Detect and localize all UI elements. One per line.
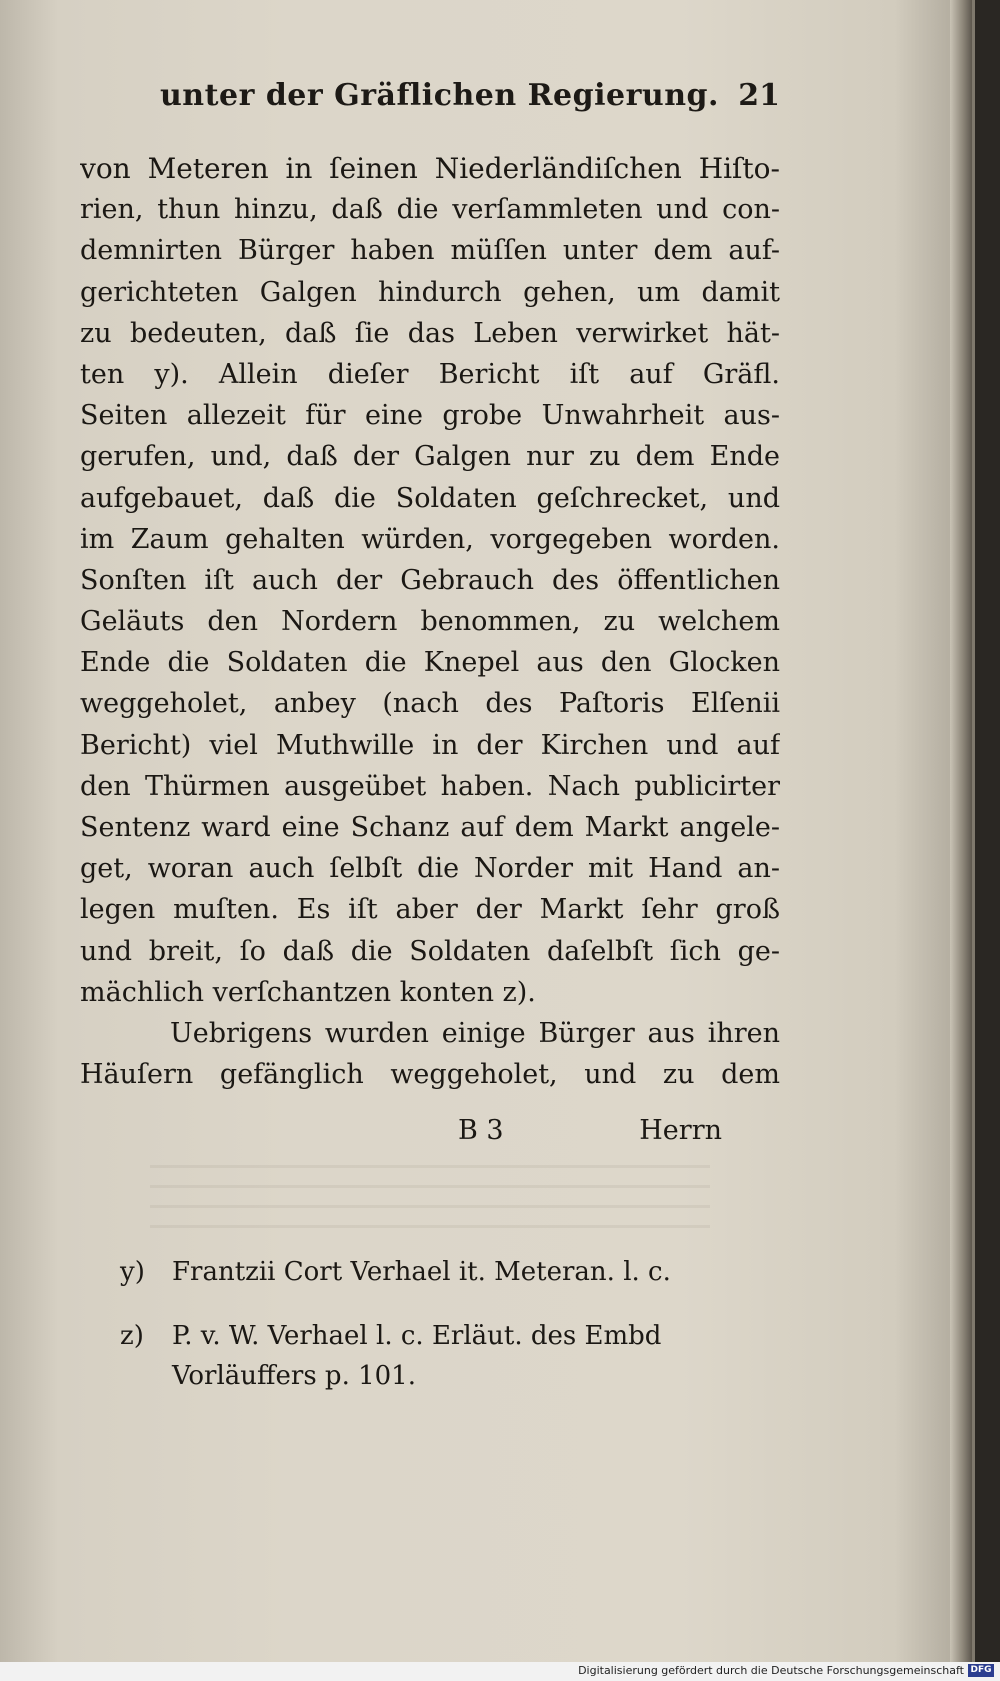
footnotes <box>120 1252 780 1420</box>
text-line: demnirten Bürger haben müſſen unter dem auf- <box>80 235 780 267</box>
footnote-z <box>120 1316 780 1396</box>
text-line: im Zaum gehalten würden, vorgegeben worden. <box>80 523 780 555</box>
text-line: gerufen, und, daß der Galgen nur zu dem Ende <box>80 441 780 473</box>
footnote-mark: z) <box>120 1321 144 1351</box>
text-line: Seiten allezeit für eine grobe Unwahrheit aus- <box>80 400 780 432</box>
text-line: Sonſten iſt auch der Gebrauch des öffentlichen <box>80 564 780 596</box>
page-header <box>160 78 780 128</box>
footnote-line: Vorläuffers p. 101. <box>172 1361 416 1391</box>
page-number: 21 <box>738 78 780 113</box>
text-line: Häuſern gefänglich weggeholet, und zu dem <box>80 1059 780 1091</box>
footnote-text <box>120 1316 780 1396</box>
text-line: und breit, ſo daß die Soldaten daſelbſt ſich ge- <box>80 935 780 967</box>
text-line: Ende die Soldaten die Knepel aus den Glocken <box>80 647 780 679</box>
text-line: weggeholet, anbey (nach des Paſtoris Elſenii <box>80 688 780 720</box>
text-line: legen muſten. Es iſt aber der Markt ſehr groß <box>80 894 780 926</box>
footnote-mark: y) <box>120 1257 145 1287</box>
catchline <box>80 1115 780 1157</box>
running-head: unter der Gräflichen Regierung. <box>160 78 719 113</box>
text-line: Geläuts den Nordern benommen, zu welchem <box>80 606 780 638</box>
text-line: gerichteten Galgen hindurch gehen, um damit <box>80 276 780 308</box>
text-line: zu bedeuten, daß ſie das Leben verwirket hät- <box>80 317 780 349</box>
text-line: den Thürmen ausgeübet haben. Nach publicirter <box>80 770 780 802</box>
page-edge <box>950 0 972 1662</box>
funding-credit: Digitalisierung gefördert durch die Deutsche Forschungsgemeinschaft <box>578 1664 964 1677</box>
dfg-logo: DFG <box>968 1664 994 1677</box>
text-line: mächlich verſchantzen konten z). <box>80 976 536 1008</box>
text-line: von Meteren in ſeinen Niederländiſchen Hiſto- <box>80 152 780 185</box>
footnote-y <box>120 1252 780 1292</box>
text-line: rien, thun hinzu, daß die verſammleten und con- <box>80 194 780 226</box>
body-text <box>80 148 780 1095</box>
text-line: Bericht) viel Muthwille in der Kirchen und auf <box>80 729 780 761</box>
signature-mark: B 3 <box>458 1115 504 1146</box>
text-line: aufgebauet, daß die Soldaten geſchrecket, und <box>80 482 780 514</box>
text-line: Uebrigens wurden einige Bürger aus ihren <box>170 1017 780 1049</box>
text-line: Sentenz ward eine Schanz auf dem Markt angele- <box>80 812 780 843</box>
catchword: Herrn <box>639 1115 722 1146</box>
footnote-line: P. v. W. Verhael l. c. Erläut. des Embd <box>172 1321 662 1351</box>
footnote-line: Frantzii Cort Verhael it. Meteran. l. c. <box>172 1257 671 1287</box>
text-line: get, woran auch ſelbſt die Norder mit Hand an- <box>80 853 780 885</box>
text-line: ten y). Allein dieſer Bericht iſt auf Gräfl. <box>80 358 780 390</box>
footnote-text <box>120 1252 780 1292</box>
show-through-text <box>150 1165 710 1235</box>
